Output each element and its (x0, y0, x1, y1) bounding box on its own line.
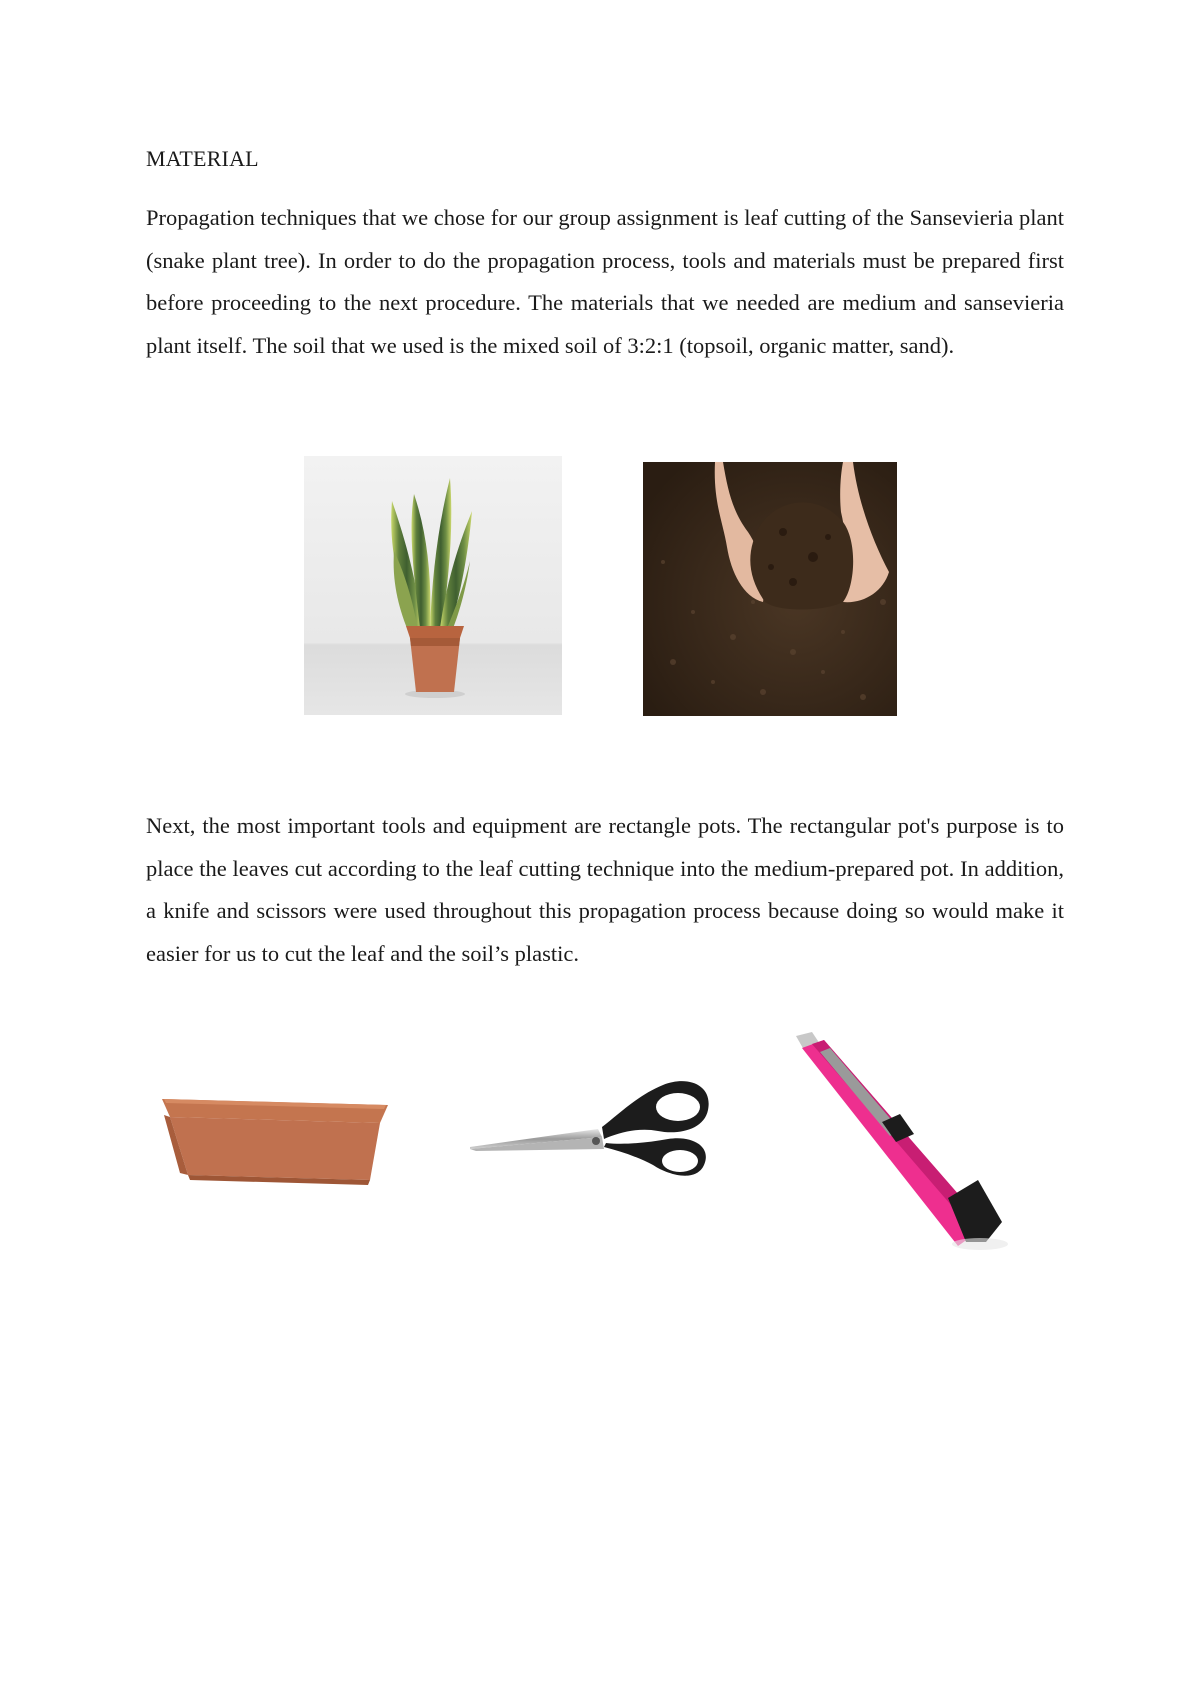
soil-in-hands-photo (643, 462, 897, 716)
section-heading: MATERIAL (146, 146, 259, 171)
utility-knife-photo (790, 1030, 1030, 1270)
sansevieria-plant-photo (304, 456, 562, 715)
rectangular-pot-photo (150, 1085, 400, 1215)
scissors-photo (468, 1065, 730, 1205)
tools-paragraph: Next, the most important tools and equipment are rectangle pots. The rectangular pot's purpose is to place the leaves cut according to the leaf cutting technique into the medium-prepared pot. In addition, a knife and scissors were used throughout this propagation process because doing so would make it easier for us to cut the leaf and the soil’s plastic. (146, 813, 1064, 966)
materials-paragraph: Propagation techniques that we chose for our group assignment is leaf cutting of the Sansevieria plant (snake plant tree). In order to do the propagation process, tools and materials must be prepared first before proceeding to the next procedure. The materials that we needed are medium and sansevieria plant itself. The soil that we used is the mixed soil of 3:2:1 (topsoil, organic matter, sand). (146, 205, 1064, 358)
